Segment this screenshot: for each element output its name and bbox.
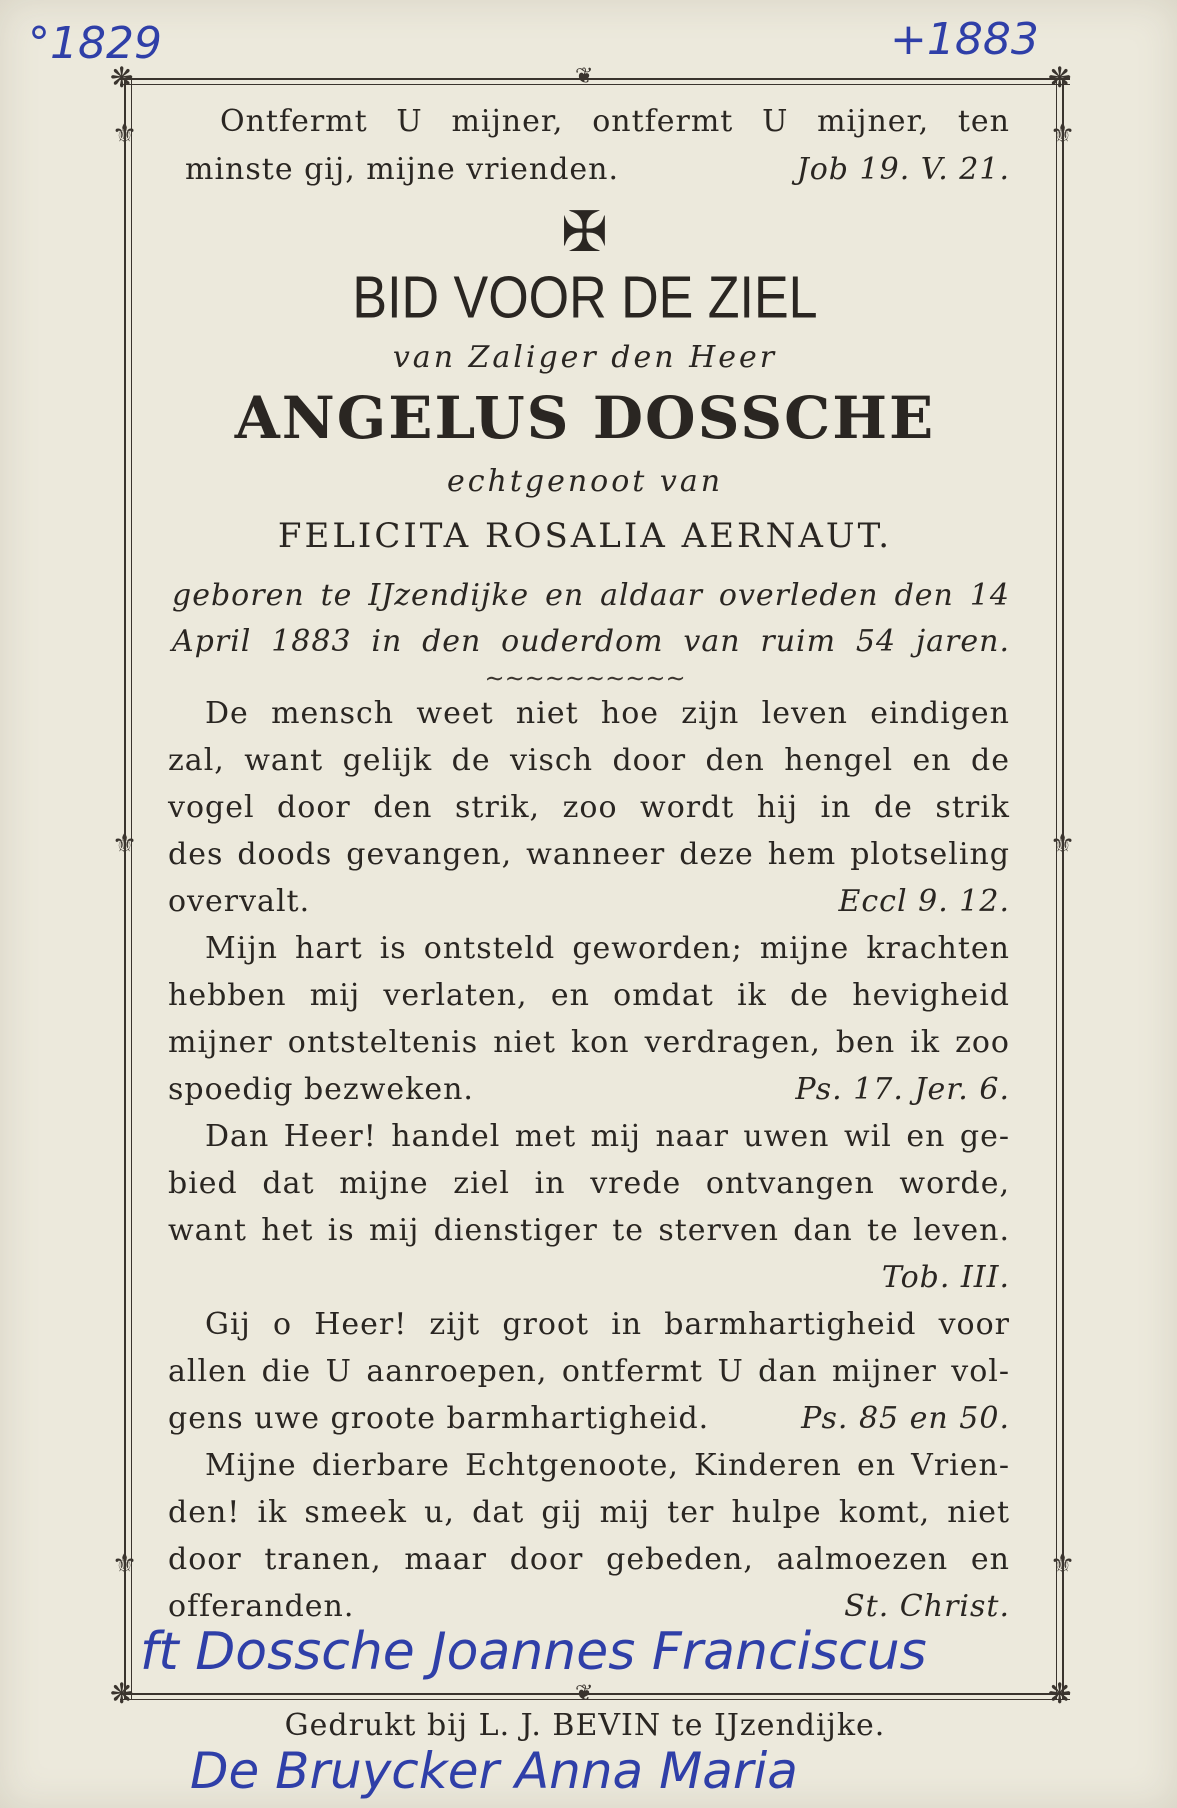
frame-right <box>1062 80 1064 1700</box>
verse-line: den! ik smeek u, dat gij mij ter hulpe komt, niet <box>168 1495 1010 1530</box>
verse-final-row <box>168 1072 1010 1107</box>
handwritten-death-year: +1883 <box>890 14 1039 65</box>
handwritten-children-line-1: ft Dossche Joannes Franciscus <box>140 1622 927 1682</box>
frame-left-inner <box>131 80 132 1700</box>
frame-bottom <box>120 1693 1070 1695</box>
verse-reference: Ps. 17. Jer. 6. <box>795 1072 1010 1107</box>
verse-line: De mensch weet niet hoe zijn leven eindigen <box>205 696 1010 731</box>
side-ornament-left-top: ⚜ <box>112 117 138 150</box>
corner-ornament-tr: ❋ <box>1048 61 1072 94</box>
verse-line: allen die U aanroepen, ontfermt U dan mijner vol- <box>168 1354 1010 1389</box>
epigraph-line-1: Ontfermt U mijner, ontfermt U mijner, ten <box>220 104 1010 139</box>
bottom-center-ornament: ❦ <box>575 1681 594 1706</box>
verse-reference: St. Christ. <box>844 1589 1010 1624</box>
verse-line: Dan Heer! handel met mij naar uwen wil en ge- <box>205 1119 1010 1154</box>
epigraph-ref: Job 19. V. 21. <box>796 152 1010 187</box>
verse-line: Mijn hart is ontsteld geworden; mijne krachten <box>205 931 1010 966</box>
maltese-cross-icon: ✠ <box>561 200 609 265</box>
verse-line: Gij o Heer! zijt groot in barmhartigheid voor <box>205 1307 1010 1342</box>
corner-ornament-bl: ❋ <box>110 1677 134 1710</box>
handwritten-birth-year: °1829 <box>28 18 162 69</box>
birth-line-1: geboren te IJzendijke en aldaar overleden den 14 <box>172 578 1010 613</box>
corner-ornament-br: ❋ <box>1048 1677 1072 1710</box>
spouse-name: FELICITA ROSALIA AERNAUT. <box>277 516 893 556</box>
heading: BID VOOR DE ZIEL <box>352 264 818 332</box>
frame-left <box>124 80 126 1700</box>
side-ornament-right-top: ⚜ <box>1050 117 1076 150</box>
verse-final-row <box>168 1401 1010 1436</box>
verse-line: gens uwe groote barmhartigheid. <box>168 1401 710 1436</box>
verse-line: overvalt. <box>168 884 311 919</box>
epigraph-line-2: minste gij, mijne vrienden. <box>185 152 620 187</box>
verse-line: door tranen, maar door gebeden, aalmoezen en <box>168 1542 1010 1577</box>
verse-line: vogel door den strik, zoo wordt hij in de strik <box>168 790 1010 825</box>
frame-right-inner <box>1056 80 1057 1700</box>
corner-ornament-tl: ❋ <box>110 61 134 94</box>
verse-line: des doods gevangen, wanneer deze hem plotseling <box>168 837 1010 872</box>
birth-line-2: April 1883 in den ouderdom van ruim 54 jaren. <box>172 624 1010 659</box>
verse-line: hebben mij verlaten, en omdat ik de hevigheid <box>168 978 1010 1013</box>
wavy-divider: ∼∼∼∼∼∼∼∼∼∼ <box>484 664 686 692</box>
verse-line: zal, want gelijk de visch door den hengel en de <box>168 743 1010 778</box>
side-ornament-right-mid: ⚜ <box>1050 827 1076 860</box>
side-ornament-right-low: ⚜ <box>1050 1547 1076 1580</box>
frame-top-inner <box>120 84 1070 85</box>
spouse-intro: echtgenoot van <box>446 464 724 499</box>
verse-line: bied dat mijne ziel in vrede ontvangen worde, <box>168 1166 1010 1201</box>
verse-line: offeranden. <box>168 1589 355 1624</box>
verse-line: Mijne dierbare Echtgenoote, Kinderen en Vrien- <box>205 1448 1010 1483</box>
top-center-ornament: ❦ <box>575 64 594 89</box>
side-ornament-left-low: ⚜ <box>112 1547 138 1580</box>
side-ornament-left-mid: ⚜ <box>112 827 138 860</box>
deceased-name: ANGELUS DOSSCHE <box>234 384 936 452</box>
handwritten-children-line-2: De Bruycker Anna Maria <box>190 1742 798 1800</box>
verse-final-row <box>168 1589 1010 1624</box>
frame-top <box>120 78 1070 80</box>
verse-reference: Tob. III. <box>881 1260 1010 1295</box>
verse-line: mijner ontsteltenis niet kon verdragen, ben ik zoo <box>168 1025 1010 1060</box>
verse-reference: Ps. 85 en 50. <box>801 1401 1010 1436</box>
epigraph-line-2-row <box>185 152 1010 187</box>
subheading: van Zaliger den Heer <box>392 340 778 375</box>
verse-line: want het is mij dienstiger te sterven dan te leven. <box>168 1213 1010 1248</box>
printer-line: Gedrukt bij L. J. BEVIN te IJzendijke. <box>284 1708 886 1743</box>
frame-bottom-inner <box>120 1699 1070 1700</box>
verse-final-row <box>168 884 1010 919</box>
verse-reference: Eccl 9. 12. <box>838 884 1010 919</box>
verse-line: spoedig bezweken. <box>168 1072 474 1107</box>
